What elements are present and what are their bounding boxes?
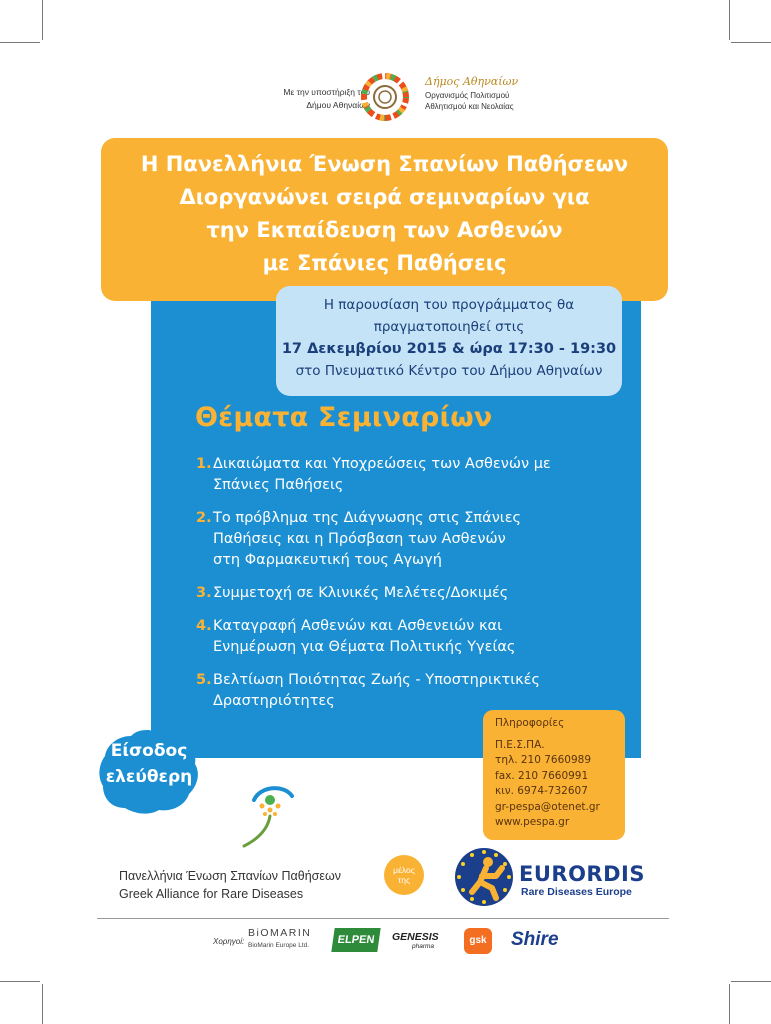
event-date: 17 Δεκεμβρίου 2015 & ώρα 17:30 - 19:30: [281, 341, 617, 357]
genesis-name: GENESIS: [392, 931, 439, 943]
list-item: [196, 670, 626, 712]
free-entry-text: [97, 738, 201, 790]
biomarin-sub: BioMarin Europe Ltd.: [248, 942, 310, 949]
topic-number: 2.: [196, 510, 212, 526]
contact-info-box: [483, 710, 625, 840]
athens-org-line: Αθλητισμού και Νεολαίας: [425, 102, 514, 111]
eurordis-logo: [452, 846, 516, 908]
event-line: Η παρουσίαση του προγράμματος θα: [323, 297, 575, 313]
topics-heading: Θέματα Σεμιναρίων: [195, 402, 493, 433]
info-phone: τηλ. 210 7660989: [495, 754, 592, 766]
pespa-name-english: Greek Alliance for Rare Diseases: [119, 887, 304, 901]
athens-municipality-logo: [360, 72, 410, 122]
topic-number: 5.: [196, 672, 212, 688]
genesis-logo: [392, 931, 439, 950]
free-entry-line: ελεύθερη: [105, 767, 193, 787]
title-line: με Σπάνιες Παθήσεις: [262, 251, 507, 275]
info-mobile: κιν. 6974-732607: [495, 785, 588, 797]
title-box: [101, 138, 668, 301]
member-badge: [384, 855, 424, 895]
info-org: Π.Ε.Σ.ΠΑ.: [495, 738, 545, 751]
biomarin-name: BiOMARIN: [248, 927, 312, 939]
topic-number: 3.: [196, 585, 212, 601]
support-line: Με την υποστήριξη του: [283, 87, 370, 97]
crop-mark: [729, 984, 730, 1024]
topic-text: Καταγραφή Ασθενών και Ασθενειών και Ενημέρωση για Θέματα Πολιτικής Υγείας: [213, 618, 516, 655]
pespa-name-greek: Πανελλήνια Ένωση Σπανίων Παθήσεων: [119, 869, 341, 883]
topic-number: 4.: [196, 618, 212, 634]
eurordis-subtitle: Rare Diseases Europe: [521, 886, 632, 898]
crop-mark: [731, 42, 771, 43]
member-line: της: [397, 875, 411, 885]
topic-text: Βελτίωση Ποιότητας Ζωής - Υποστηρικτικές Δραστηριότητες: [213, 672, 540, 709]
member-line: μέλος: [393, 865, 415, 875]
list-item: [196, 454, 626, 496]
athens-org-name: [425, 90, 514, 112]
title-line: την Εκπαίδευση των Ασθενών: [206, 218, 563, 242]
crop-mark: [0, 42, 40, 43]
crop-mark: [42, 984, 43, 1024]
support-line: Δήμου Αθηναίων: [306, 100, 370, 110]
topic-text: Το πρόβλημα της Διάγνωσης στις Σπάνιες Παθήσεις και η Πρόσβαση των Ασθενών στη Φαρμακευτική τους Αγωγή: [213, 510, 522, 568]
pespa-name: [119, 867, 341, 903]
title-line: Η Πανελλήνια Ένωση Σπανίων Παθήσεων: [140, 152, 629, 176]
athens-script: Δήμος Αθηναίων: [425, 75, 519, 88]
genesis-sub: pharma: [412, 943, 435, 950]
eurordis-name: EURORDIS: [519, 862, 645, 886]
gsk-logo: gsk: [464, 928, 492, 954]
athens-org-line: Οργανισμός Πολιτισμού: [425, 91, 510, 100]
footer-divider: [97, 918, 669, 919]
event-line: πραγματοποιηθεί στις: [373, 319, 525, 335]
list-item: [196, 583, 626, 604]
crop-mark: [42, 0, 43, 40]
info-email[interactable]: gr-pespa@otenet.gr: [495, 800, 600, 813]
free-entry-badge: [97, 728, 201, 816]
support-text: [232, 86, 370, 112]
sponsors-label: Χορηγοί:: [213, 937, 245, 946]
event-info-box: [276, 286, 622, 396]
topic-number: 1.: [196, 456, 212, 472]
crop-mark: [729, 0, 730, 40]
pespa-logo: [240, 780, 310, 850]
info-fax: fax. 210 7660991: [495, 769, 589, 782]
list-item: [196, 616, 626, 658]
elpen-logo: ELPEN: [331, 928, 380, 952]
list-item: [196, 508, 626, 571]
crop-mark: [731, 981, 771, 982]
info-heading: Πληροφορίες: [495, 717, 565, 729]
event-venue: στο Πνευματικό Κέντρο του Δήμου Αθηναίων: [295, 363, 603, 379]
topic-text: Δικαιώματα και Υποχρεώσεις των Ασθενών με Σπάνιες Παθήσεις: [213, 456, 551, 493]
info-website[interactable]: www.pespa.gr: [495, 816, 570, 828]
biomarin-logo: [248, 927, 311, 949]
title-line: Διοργανώνει σειρά σεμιναρίων για: [179, 185, 590, 209]
free-entry-line: Είσοδος: [110, 741, 188, 761]
topics-list: [196, 454, 626, 724]
crop-mark: [0, 981, 40, 982]
shire-logo: Shire: [511, 929, 559, 950]
topic-text: Συμμετοχή σε Κλινικές Μελέτες/Δοκιμές: [213, 585, 509, 601]
